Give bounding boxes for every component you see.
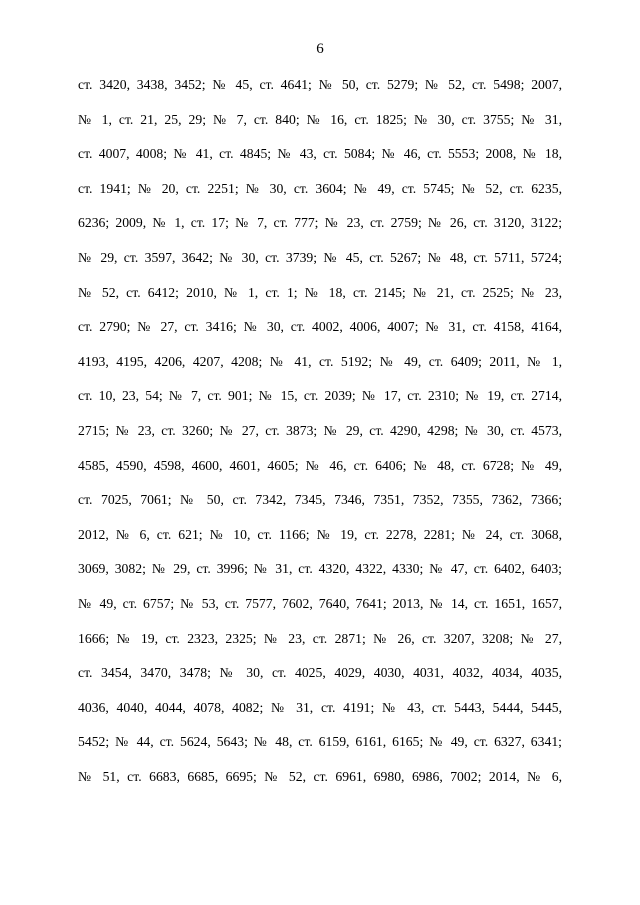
text-line: 2012, № 6, ст. 621; № 10, ст. 1166; № 19, ст. 2278, 2281; № 24, ст. 3068,	[78, 526, 562, 542]
text-line: № 1, ст. 21, 25, 29; № 7, ст. 840; № 16, ст. 1825; № 30, ст. 3755; № 31,	[78, 111, 562, 127]
text-line: ст. 3420, 3438, 3452; № 45, ст. 4641; № 50, ст. 5279; № 52, ст. 5498; 2007,	[78, 77, 562, 92]
text-line: № 49, ст. 6757; № 53, ст. 7577, 7602, 7640, 7641; 2013, № 14, ст. 1651, 1657,	[78, 595, 562, 611]
page-number: 6	[316, 41, 324, 57]
text-line: 4193, 4195, 4206, 4207, 4208; № 41, ст. 5192; № 49, ст. 6409; 2011, № 1,	[78, 353, 562, 369]
text-line: ст. 10, 23, 54; № 7, ст. 901; № 15, ст. 2039; № 17, ст. 2310; № 19, ст. 2714,	[78, 388, 562, 404]
text-line: ст. 2790; № 27, ст. 3416; № 30, ст. 4002, 4006, 4007; № 31, ст. 4158, 4164,	[78, 319, 562, 335]
text-line: 1666; № 19, ст. 2323, 2325; № 23, ст. 2871; № 26, ст. 3207, 3208; № 27,	[78, 630, 562, 646]
body-text	[78, 76, 562, 802]
text-line: ст. 3454, 3470, 3478; № 30, ст. 4025, 4029, 4030, 4031, 4032, 4034, 4035,	[78, 665, 562, 681]
text-line: № 51, ст. 6683, 6685, 6695; № 52, ст. 6961, 6980, 6986, 7002; 2014, № 6,	[78, 768, 562, 784]
text-line: 5452; № 44, ст. 5624, 5643; № 48, ст. 6159, 6161, 6165; № 49, ст. 6327, 6341;	[78, 734, 562, 750]
text-line: № 29, ст. 3597, 3642; № 30, ст. 3739; № 45, ст. 5267; № 48, ст. 5711, 5724;	[78, 249, 562, 265]
text-line: № 52, ст. 6412; 2010, № 1, ст. 1; № 18, ст. 2145; № 21, ст. 2525; № 23,	[78, 284, 562, 300]
text-line: 4036, 4040, 4044, 4078, 4082; № 31, ст. 4191; № 43, ст. 5443, 5444, 5445,	[78, 699, 562, 715]
text-line: 2715; № 23, ст. 3260; № 27, ст. 3873; № 29, ст. 4290, 4298; № 30, ст. 4573,	[78, 422, 562, 438]
text-line: ст. 4007, 4008; № 41, ст. 4845; № 43, ст. 5084; № 46, ст. 5553; 2008, № 18,	[78, 146, 562, 162]
text-line: 4585, 4590, 4598, 4600, 4601, 4605; № 46, ст. 6406; № 48, ст. 6728; № 49,	[78, 457, 562, 473]
text-line: ст. 7025, 7061; № 50, ст. 7342, 7345, 7346, 7351, 7352, 7355, 7362, 7366;	[78, 492, 562, 508]
text-line: 3069, 3082; № 29, ст. 3996; № 31, ст. 4320, 4322, 4330; № 47, ст. 6402, 6403;	[78, 561, 562, 577]
text-line: ст. 1941; № 20, ст. 2251; № 30, ст. 3604; № 49, ст. 5745; № 52, ст. 6235,	[78, 180, 562, 196]
text-line: 6236; 2009, № 1, ст. 17; № 7, ст. 777; № 23, ст. 2759; № 26, ст. 3120, 3122;	[78, 215, 562, 231]
